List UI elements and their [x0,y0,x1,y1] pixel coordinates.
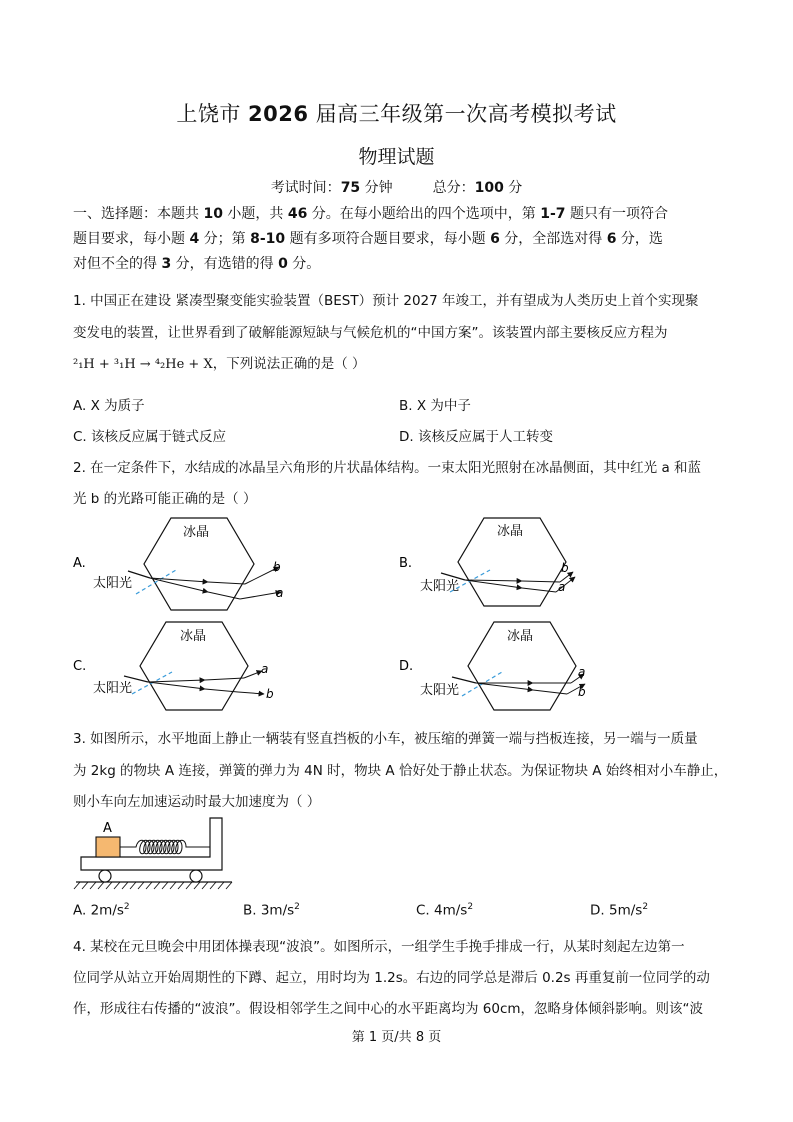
wheel-left [99,870,111,882]
ray-b-label-c: b [266,687,274,701]
q2-diagram-a[interactable] [73,518,283,610]
ray-a-label-b: a [558,580,566,594]
q3-option-b[interactable]: B. $3m/s^2$ [243,902,300,919]
q4-stem-line-3: 作，形成往右传播的“波浪”。假设相邻学生之间中心的水平距离均为 60cm，忽略身体倾斜影响。则该“波 [73,1001,704,1017]
crystal-label-c: 冰晶 [180,629,207,644]
sun-label-a: 太阳光 [93,576,133,591]
q2-option-label-c: C. [73,659,87,674]
q1-option-b[interactable]: B. X 为中子 [399,398,471,414]
subject-title: 物理试题 [358,146,435,168]
exam-meta: 考试时间：75 分钟 总分：100 分 [270,180,523,196]
q2-diagram-b[interactable] [399,518,575,606]
q1-stem-line-1: 1. 中国正在建设 紧凑型聚变能实验装置（BEST）预计 2027 年竣工，并有望成为人类历史上首个实现聚 [73,293,699,309]
section-instructions-line-2: 题目要求，每小题 4 分；第 8-10 题有多项符合题目要求，每小题 6 分，全部选对得 6 分，选 [73,231,663,247]
q1-option-d[interactable]: D. 该核反应属于人工转变 [399,429,553,445]
sun-label-b: 太阳光 [420,579,460,594]
q3-option-d[interactable]: D. $5m/s^2$ [590,902,649,919]
ray-b-label-a: b [273,560,281,574]
spring [120,840,210,854]
block-a-label: A [103,821,112,836]
q4-stem-line-2: 位同学从站立开始周期性的下蹲、起立，用时均为 1.2s。右边的同学总是滞后 0.2s 再重复前一位同学的动 [73,970,710,986]
crystal-label-d: 冰晶 [507,629,534,644]
q3-option-c[interactable]: C. $4m/s^2$ [416,902,474,919]
ray-a-label-a: a [276,586,284,600]
ray-b-label-d: b [578,685,586,699]
q2-option-label-a: A. [73,556,86,571]
q1-option-c[interactable]: C. 该核反应属于链式反应 [73,429,227,445]
block-a [96,837,120,857]
q3-stem-line-2: 为 2kg 的物块 A 连接，弹簧的弹力为 4N 时，物块 A 恰好处于静止状态。为保证物块 A 始终相对小车静止， [73,763,728,779]
sun-label-c: 太阳光 [93,681,133,696]
q2-stem-line-2: 光 b 的光路可能正确的是（ ） [73,491,257,507]
q1-stem-line-3: ²₁H + ³₁H → ⁴₂He + X，下列说法正确的是（ ） [73,356,366,372]
crystal-label-b: 冰晶 [497,524,524,539]
q4-stem-line-1: 4. 某校在元旦晚会中用团体操表现“波浪”。如图所示，一组学生手挽手排成一行，从某时刻起左边第一 [73,939,685,955]
section-instructions-line-1: 一、选择题：本题共 10 小题，共 46 分。在每小题给出的四个选项中，第 1-7 题只有一项符合 [73,206,668,222]
q2-diagram-d[interactable] [399,622,586,710]
wheel-right [190,870,202,882]
section-instructions-line-3: 对但不全的得 3 分，有选错的得 0 分。 [73,256,321,272]
q3-option-a[interactable]: A. $2m/s^2$ [73,902,130,919]
q1-option-a[interactable]: A. X 为质子 [73,398,145,414]
page-number: 第 1 页/共 8 页 [351,1030,442,1045]
q3-stem-line-3: 则小车向左加速运动时最大加速度为（ ） [73,794,321,810]
ray-b-label-b: b [561,561,569,575]
ray-a-label-d: a [578,665,586,679]
q2-diagram-c[interactable] [73,622,274,710]
crystal-label-a: 冰晶 [183,525,210,540]
q3-cart-diagram [74,818,232,889]
q2-option-label-d: D. [399,659,414,674]
ray-a-label-c: a [261,662,269,676]
q3-stem-line-1: 3. 如图所示，水平地面上静止一辆装有竖直挡板的小车，被压缩的弹簧一端与挡板连接，另一端与一质量 [73,731,698,747]
sun-label-d: 太阳光 [420,683,460,698]
q1-stem-line-2: 变发电的装置，让世界看到了破解能源短缺与气候危机的“中国方案”。该装置内部主要核反应方程为 [73,325,668,341]
q2-stem-line-1: 2. 在一定条件下，水结成的冰晶呈六角形的片状晶体结构。一束太阳光照射在冰晶侧面，其中红光 a 和蓝 [73,460,702,476]
nuclear-equation: ²₁H + ³₁H → ⁴₂He + X [73,357,213,372]
q2-option-label-b: B. [399,556,413,571]
exam-title: 上饶市 2026 届高三年级第一次高考模拟考试 [176,102,617,126]
